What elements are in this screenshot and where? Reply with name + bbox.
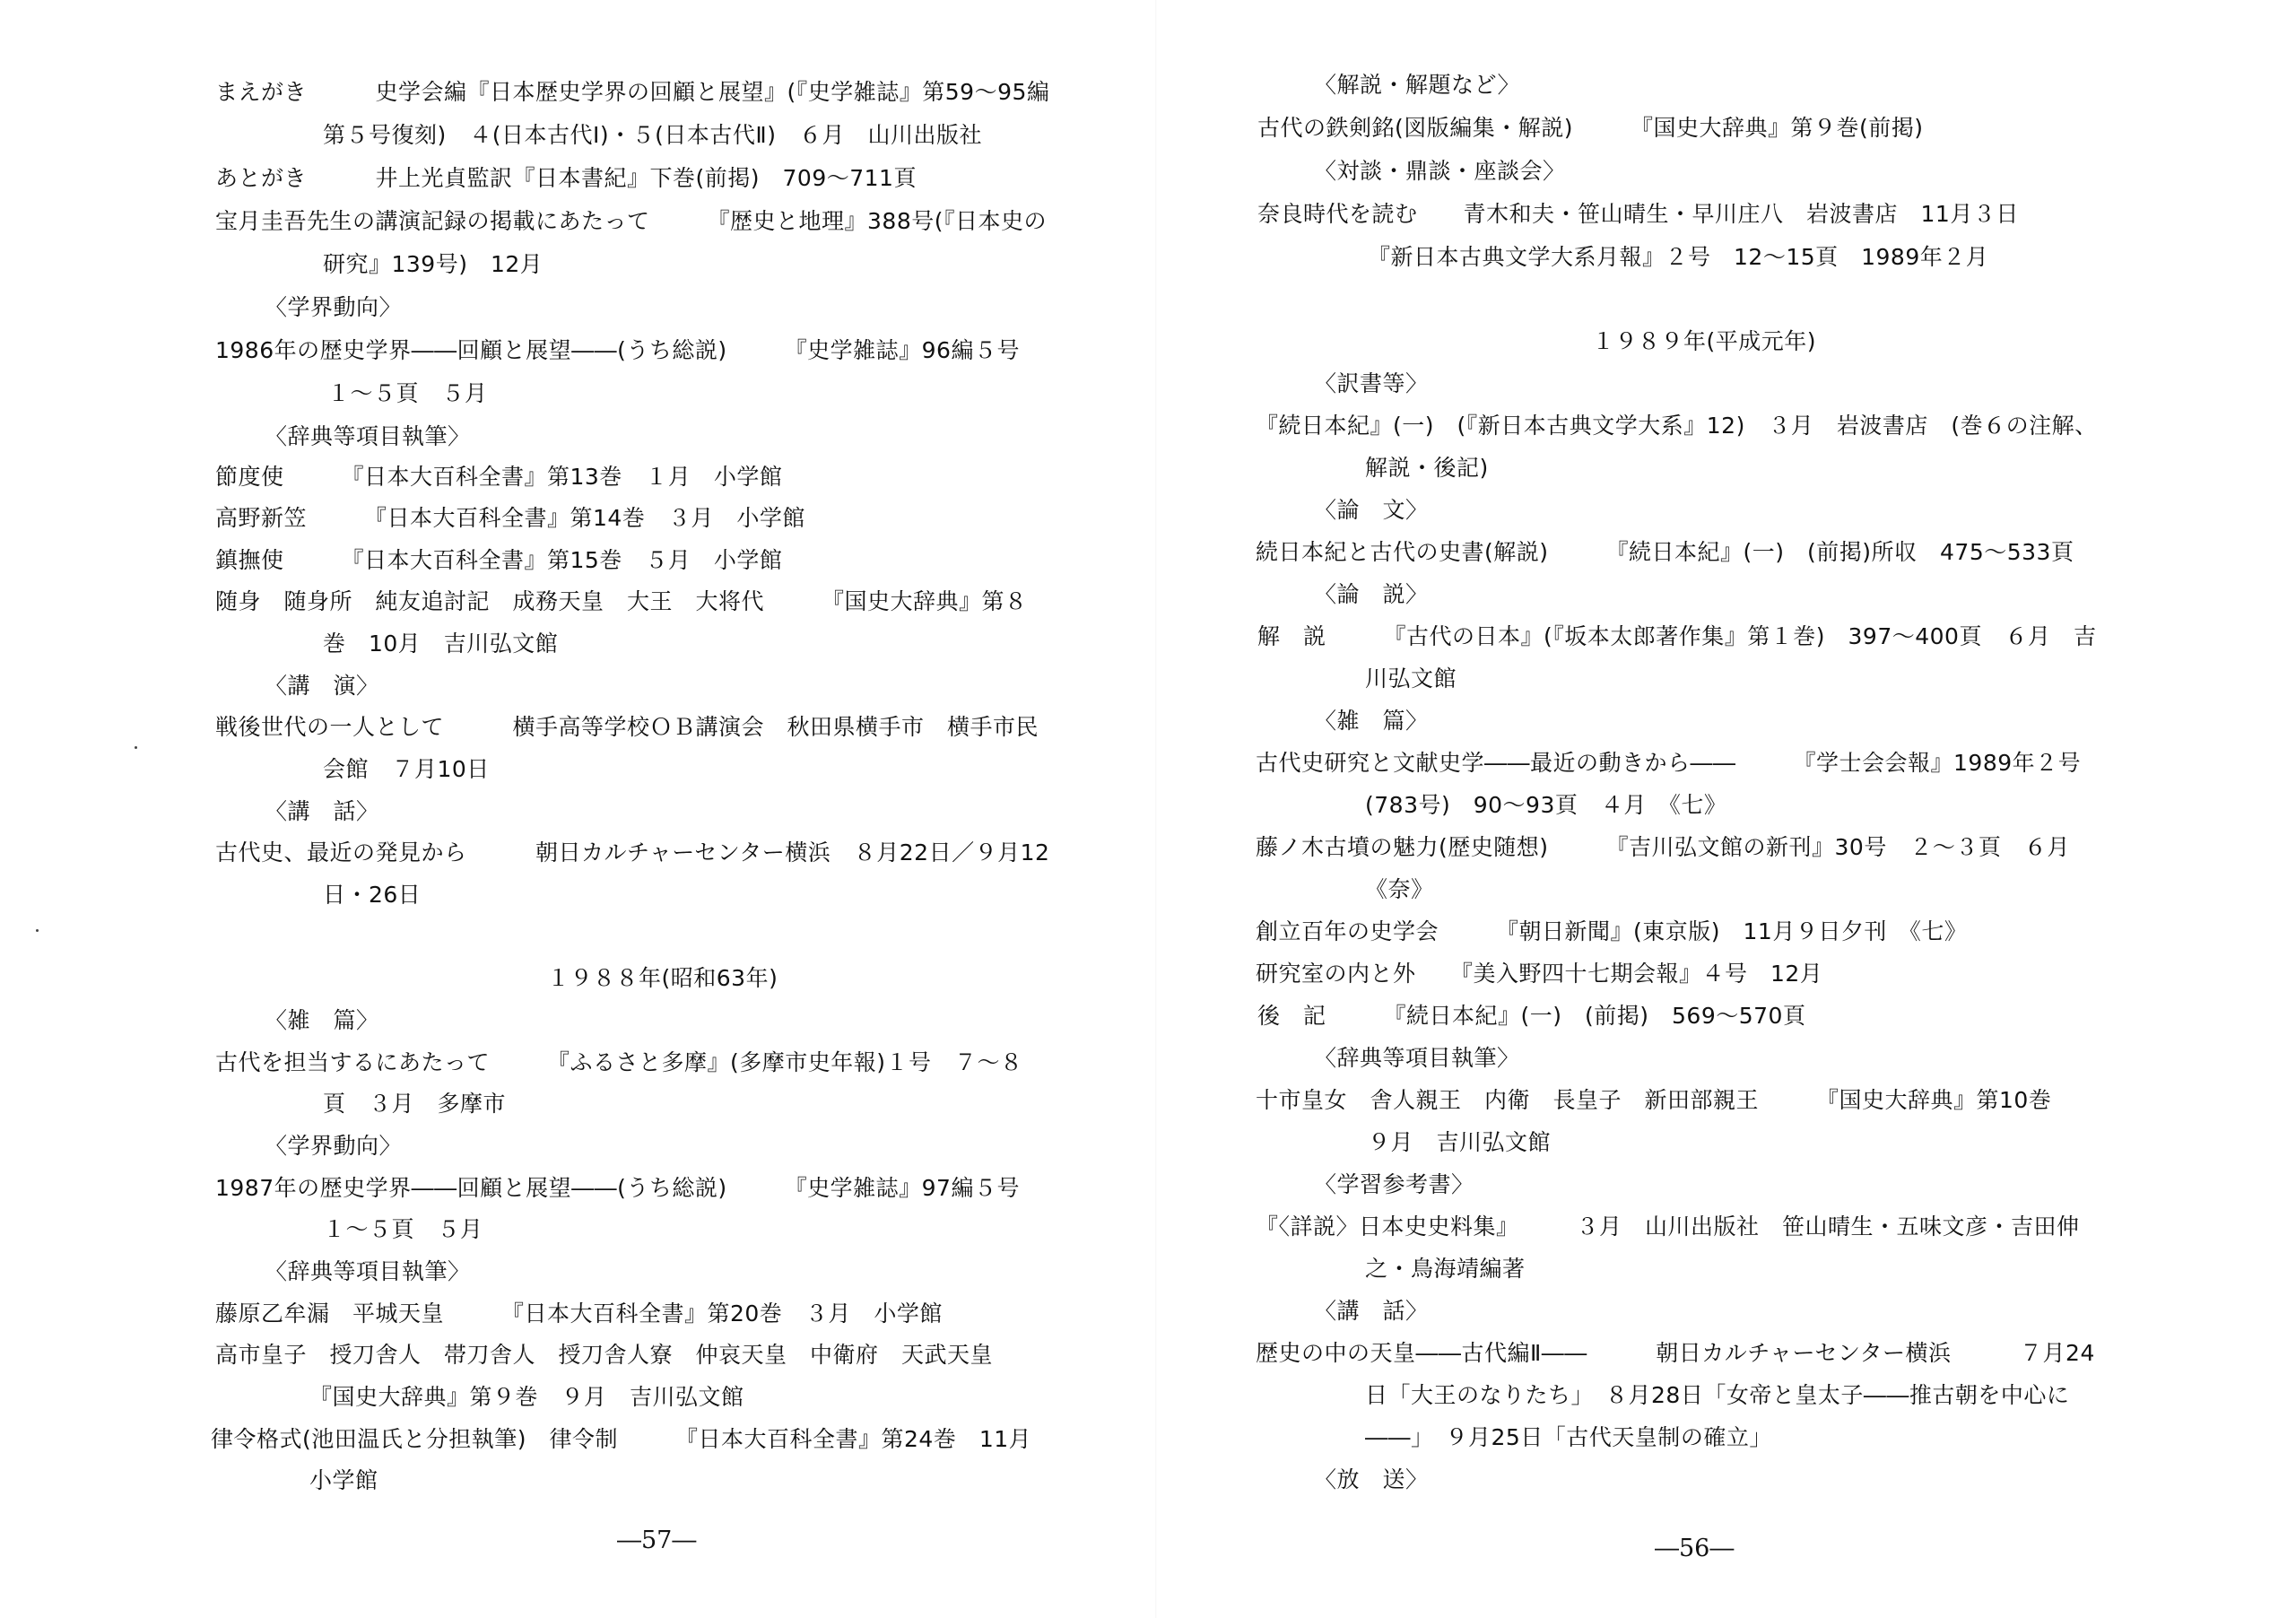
text-line: 1987年の歴史学界――回顧と展望――(うち総説) 『史学雑誌』97編５号 [215,1175,1020,1201]
text-line: 続日本紀と古代の史書(解説) 『続日本紀』(一) (前掲)所収 475～533頁 [1256,539,2074,565]
text-line: 『国史大辞典』第９巻 ９月 吉川弘文館 [309,1384,744,1410]
text-line: 戦後世代の一人として 横手高等学校ＯＢ講演会 秋田県横手市 横手市民 [215,714,1039,740]
section-heading: 〈雑 篇〉 [1314,708,1429,734]
text-line: 日・26日 [323,882,422,908]
text-line: 古代史研究と文献史学――最近の動きから―― 『学士会会報』1989年２号 [1256,750,2082,776]
text-line: 之・鳥海靖編著 [1365,1256,1526,1282]
page-right [1157,0,2296,1618]
text-line: 《奈》 [1365,876,1434,902]
text-line: １～５頁 ５月 [327,380,488,406]
text-line: 十市皇女 舎人親王 内衛 長皇子 新田部親王 『国史大辞典』第10巻 [1256,1087,2052,1113]
text-line: 解説・後記) [1365,455,1489,481]
section-heading: 〈講 演〉 [265,673,379,699]
section-heading: 〈学習参考書〉 [1314,1171,1474,1197]
text-line: 研究室の内と外 『美入野四十七期会報』４号 12月 [1256,961,1823,987]
text-line: 律令格式(池田温氏と分担執筆) 律令制 『日本大百科全書』第24巻 11月 [211,1426,1032,1452]
section-heading: 〈学界動向〉 [265,1133,403,1159]
text-line: 会館 ７月10日 [323,756,490,782]
section-heading: 〈論 説〉 [1314,581,1429,607]
text-line: 1986年の歴史学界――回顧と展望――(うち総説) 『史学雑誌』96編５号 [215,337,1020,363]
text-line: (783号) 90～93頁 ４月 《七》 [1365,792,1727,818]
section-heading: 〈放 送〉 [1314,1466,1429,1492]
text-line: 藤ノ木古墳の魅力(歴史随想) 『吉川弘文館の新刊』30号 ２～３頁 ６月 [1256,834,2070,860]
text-line: 日「大王のなりたち」 ８月28日「女帝と皇太子――推古朝を中心に [1365,1382,2070,1408]
text-line: 高野新笠 『日本大百科全書』第14巻 ３月 小学館 [215,505,805,531]
section-heading: 〈雑 篇〉 [265,1007,379,1033]
text-line: ――」 ９月25日「古代天皇制の確立」 [1365,1424,1772,1450]
page-number: ―57― [617,1527,697,1554]
text-line: 巻 10月 吉川弘文館 [323,631,559,657]
text-line: 藤原乙牟漏 平城天皇 『日本大百科全書』第20巻 ３月 小学館 [215,1300,943,1327]
text-line: 川弘文館 [1365,665,1457,692]
text-line: 『新日本古典文学大系月報』２号 12～15頁 1989年２月 [1368,244,1989,270]
text-line: 古代の鉄剣銘(図版編集・解説) 『国史大辞典』第９巻(前掲) [1257,115,1924,141]
text-line: 後 記 『続日本紀』(一) (前掲) 569～570頁 [1257,1003,1806,1029]
text-line: 鎮撫使 『日本大百科全書』第15巻 ５月 小学館 [215,547,783,573]
text-line: 随身 随身所 純友追討記 成務天皇 大王 大将代 『国史大辞典』第８ [215,588,1028,614]
scan-speck [135,746,137,749]
section-heading: 〈辞典等項目執筆〉 [265,1258,471,1284]
page-number: ―56― [1655,1535,1735,1562]
text-line: 創立百年の史学会 『朝日新聞』(東京版) 11月９日夕刊 《七》 [1256,918,1968,944]
section-heading: 〈辞典等項目執筆〉 [265,423,471,449]
section-heading: 〈学界動向〉 [265,294,403,320]
text-line: まえがき 史学会編『日本歴史学界の回顧と展望』(『史学雑誌』第59～95編 [215,79,1050,105]
scan-speck [36,929,39,932]
section-heading: 〈対談・鼎談・座談会〉 [1314,158,1566,184]
text-line: 小学館 [309,1467,378,1493]
section-heading: 〈訳書等〉 [1314,370,1429,396]
text-line: １～５頁 ５月 [323,1216,483,1242]
text-line: 歴史の中の天皇――古代編Ⅱ―― 朝日カルチャーセンター横浜 ７月24 [1256,1340,2095,1366]
section-heading: 〈解説・解題など〉 [1314,72,1521,98]
section-heading: 〈講 話〉 [265,798,379,824]
text-line: 頁 ３月 多摩市 [323,1091,507,1117]
section-heading: 〈辞典等項目執筆〉 [1314,1045,1520,1071]
text-line: 研究』139号) 12月 [323,251,544,277]
text-line: 古代を担当するにあたって 『ふるさと多摩』(多摩市史年報)１号 ７～８ [215,1049,1023,1075]
text-line: 高市皇子 授刀舎人 帯刀舎人 授刀舎人寮 仲哀天皇 中衛府 天武天皇 [215,1342,994,1368]
text-line: 宝月圭吾先生の講演記録の掲載にあたって 『歴史と地理』388号(『日本史の [215,208,1047,234]
year-heading: １９８９年(平成元年) [1592,328,1817,354]
year-heading: １９８８年(昭和63年) [547,965,778,991]
text-line: 古代史、最近の発見から 朝日カルチャーセンター横浜 ８月22日／９月12 [215,839,1050,866]
text-line: 『続日本紀』(一) (『新日本古典文学大系』12) ３月 岩波書店 (巻６の注解、 [1256,413,2098,439]
text-line: 奈良時代を読む 青木和夫・笹山晴生・早川庄八 岩波書店 11月３日 [1257,201,2019,227]
text-line: 『〈詳説〉日本史史料集』 ３月 山川出版社 笹山晴生・五味文彦・吉田伸 [1256,1214,2080,1240]
text-line: ９月 吉川弘文館 [1368,1129,1552,1155]
section-heading: 〈講 話〉 [1314,1298,1429,1324]
text-line: あとがき 井上光貞監訳『日本書紀』下巻(前掲) 709～711頁 [215,165,917,191]
text-line: 節度使 『日本大百科全書』第13巻 １月 小学館 [215,464,783,490]
text-line: 解 説 『古代の日本』(『坂本太郎著作集』第１巻) 397～400頁 ６月 吉 [1257,623,2097,649]
text-line: 第５号復刻) ４(日本古代Ⅰ)・５(日本古代Ⅱ) ６月 山川出版社 [323,122,982,148]
section-heading: 〈論 文〉 [1314,497,1429,523]
